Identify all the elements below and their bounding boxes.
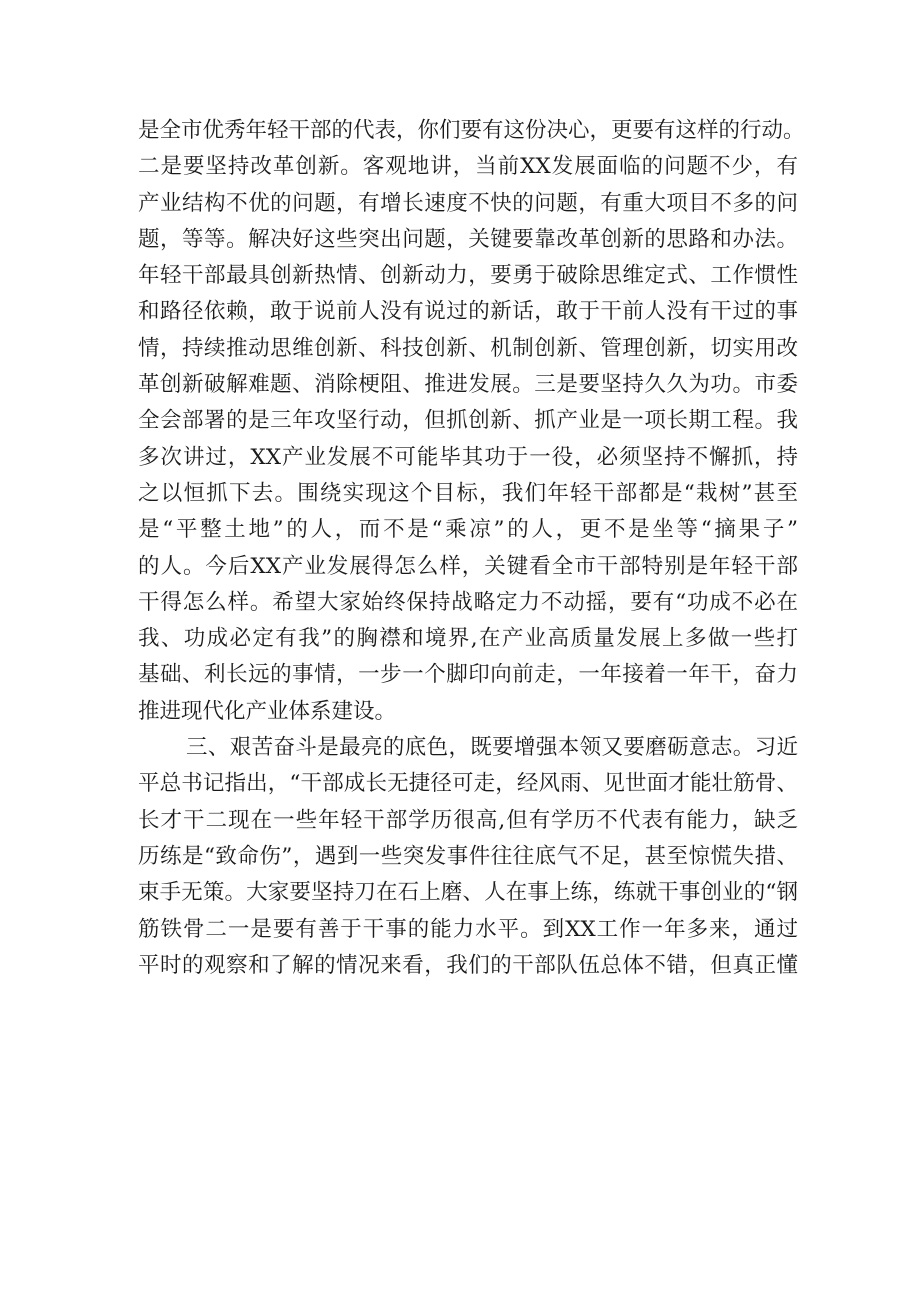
text-line: 题，等等。解决好这些突出问题，关键要靠改革创新的思路和办法。 [138,226,798,252]
text-line: 是全市优秀年轻干部的代表，你们要有这份决心，更要有这样的行动。 [138,118,805,143]
text-line: 基础、利长远的事情，一步一个脚印向前走，一年接着一年干，奋力 [138,662,798,688]
text-line: 的人。今后XX产业发展得怎么样，关键看全市干部特别是年轻干部 [138,553,798,579]
body-text [138,113,805,984]
paragraph-end-line: 推进现代化产业体系建设。 [138,698,397,724]
text-line: 长才干二现在一些年轻干部学历很高,但有学历不代表有能力，缺乏 [138,807,798,833]
text-line: 年轻干部最具创新热情、创新动力，要勇于破除思维定式、工作惯性 [138,263,798,289]
text-line: 全会部署的是三年攻坚行动，但抓创新、抓产业是一项长期工程。我 [138,408,798,434]
text-line: 革创新破解难题、消除梗阻、推进发展。三是要坚持久久为功。市委 [138,372,798,398]
text-line: 筋铁骨二一是要有善于干事的能力水平。到XX工作一年多来，通过 [138,916,798,942]
text-line: 多次讲过，XX产业发展不可能毕其功于一役，必须坚持不懈抓，持 [138,444,798,470]
text-line: 情，持续推动思维创新、科技创新、机制创新、管理创新，切实用改 [138,335,798,361]
text-line: 产业结构不优的问题，有增长速度不快的问题，有重大项目不多的问 [138,190,798,216]
paragraph-start-line: 三、艰苦奋斗是最亮的底色，既要增强本领又要磨砺意志。习近 [186,735,798,761]
text-line: 历练是“致命伤”，遇到一些突发事件往往底气不足，甚至惊慌失措、 [138,843,798,869]
text-line: 和路径依赖，敢于说前人没有说过的新话，敢于干前人没有干过的事 [138,299,798,325]
text-line: 我、功成必定有我”的胸襟和境界,在产业高质量发展上多做一些打 [138,626,798,652]
text-line: 是“平整土地”的人，而不是“乘凉”的人，更不是坐等“摘果子” [138,517,798,543]
text-line: 干得怎么样。希望大家始终保持战略定力不动摇，要有“功成不必在 [138,589,798,615]
text-line: 平时的观察和了解的情况来看，我们的干部队伍总体不错，但真正懂 [138,952,798,978]
text-line: 二是要坚持改革创新。客观地讲，当前XX发展面临的问题不少，有 [138,154,798,180]
text-line: 平总书记指出，“干部成长无捷径可走，经风雨、见世面才能壮筋骨、 [138,771,798,797]
text-line: 束手无策。大家要坚持刀在石上磨、人在事上练，练就干事创业的“钢 [138,880,798,906]
text-line: 之以恒抓下去。围绕实现这个目标，我们年轻干部都是“栽树”甚至 [138,480,798,506]
